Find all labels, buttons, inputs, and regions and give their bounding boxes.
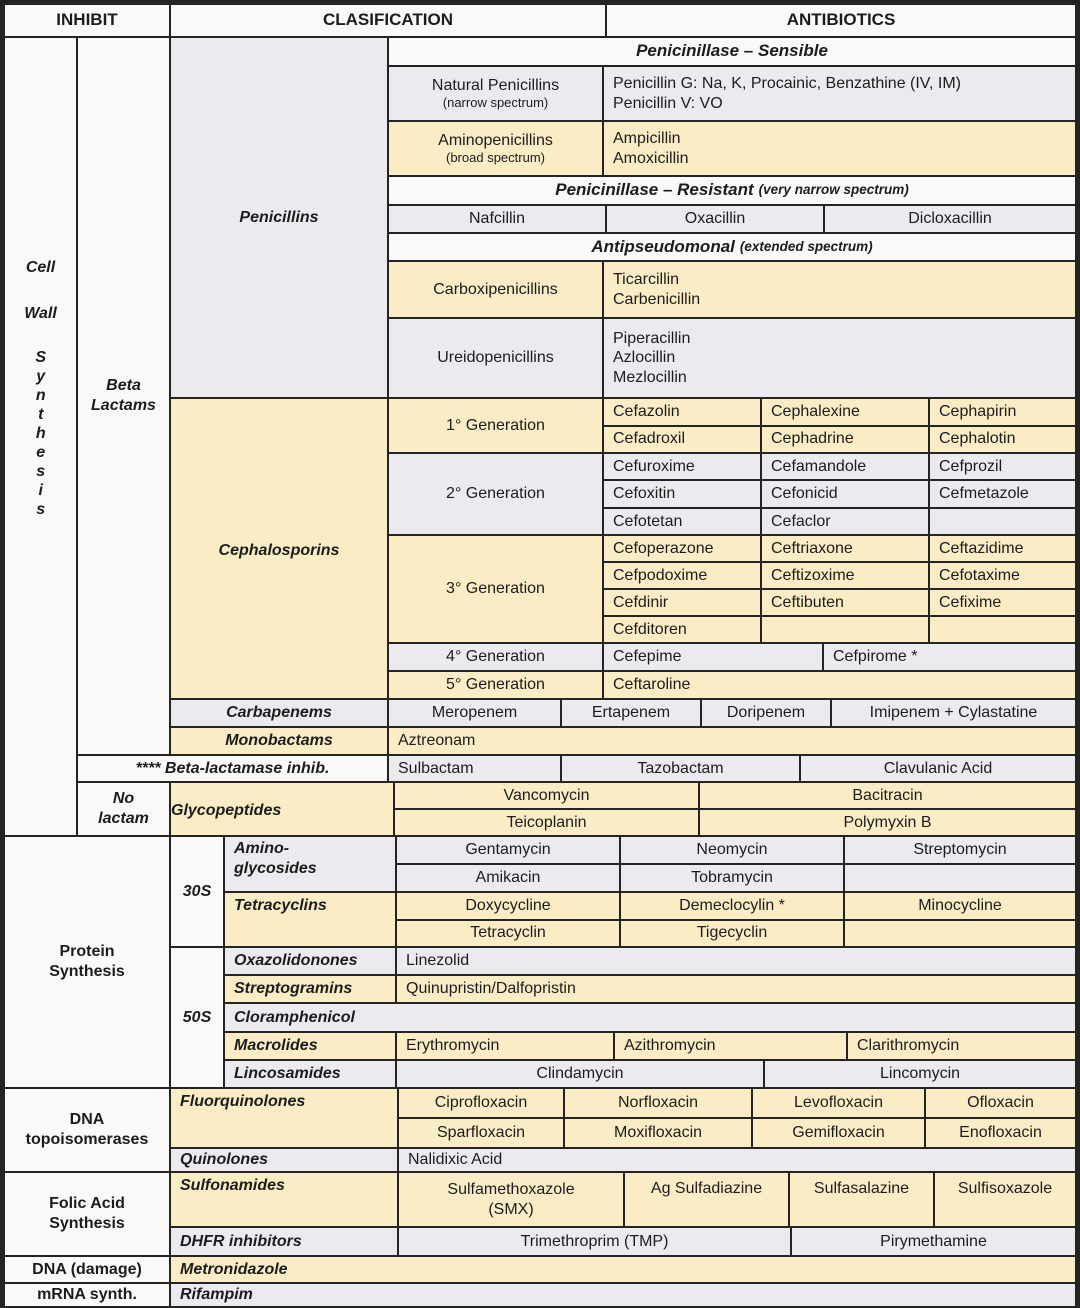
label-text: Aminopenicillins — [438, 131, 553, 149]
no-lactam-line1: No — [112, 790, 135, 808]
antibiotic-cell: Cefotetan — [604, 509, 760, 534]
lincosamides-row — [225, 1061, 1075, 1087]
antibiotic-cell: Cefditoren — [604, 617, 760, 642]
table-row — [604, 617, 1075, 642]
generation-5-row — [389, 672, 1075, 698]
ureidopenicillins-antibiotics — [604, 319, 1075, 397]
folic-line2: Synthesis — [49, 1215, 125, 1232]
antibiotic-cell: Cefepime — [604, 644, 822, 670]
antibiotic-line: Ampicillin — [613, 129, 681, 147]
antibiotic-cell: Cephalotin — [930, 427, 1075, 453]
cephalosporins-label: Cephalosporins — [171, 399, 387, 698]
table-row — [604, 481, 1075, 506]
antibiotic-cell: Teicoplanin — [395, 810, 698, 835]
natural-penicillins-label — [389, 67, 602, 120]
beta-lactams-line2: Lactams — [91, 397, 156, 414]
antibiotic-cell: Cefpirome * — [824, 644, 1075, 670]
antibiotic-cell: Tazobactam — [562, 756, 799, 781]
protein-line1: Protein — [59, 943, 115, 961]
glycopeptides-group — [78, 783, 1075, 835]
header-note: (very narrow spectrum) — [758, 182, 909, 198]
fluorquinolones-block — [171, 1089, 1075, 1147]
cell-wall-vertical-synthesis: Synthesis — [32, 349, 50, 521]
label-note: (broad spectrum) — [446, 150, 545, 166]
generation-1-rows — [604, 399, 1075, 452]
beta-lactamase-label: **** Beta-lactamase inhib. — [78, 756, 387, 781]
antibiotic-cell: Bacitracin — [700, 783, 1075, 808]
ribosome-50s-group — [171, 948, 1075, 1087]
generation-4-row — [389, 644, 1075, 670]
antibiotic-cell: Polymyxin B — [700, 810, 1075, 835]
header-penicillinase-resistant — [389, 177, 1075, 204]
table-row — [395, 783, 1075, 808]
natural-penicillins-antibiotics — [604, 67, 1075, 120]
antibiotic-cell: Cefprozil — [930, 454, 1075, 479]
generation-1-label: 1° Generation — [389, 399, 602, 452]
antibiotic-line: Ticarcillin — [613, 270, 680, 288]
streptogramins-label: Streptogramins — [225, 976, 395, 1002]
antibiotic-cell-empty — [762, 617, 928, 642]
antibiotic-cell — [399, 1173, 623, 1226]
header-penicillinase-sensible: Penicinillase – Sensible — [389, 38, 1075, 65]
antibiotic-cell: Minocycline — [845, 893, 1075, 919]
antibiotic-cell: Cefonicid — [762, 481, 928, 506]
cell-wall-content — [78, 38, 1075, 835]
folic-content — [171, 1173, 1075, 1255]
category-folic-acid — [5, 1173, 169, 1255]
aminopenicillins-antibiotics — [604, 122, 1075, 175]
header-note: (extended spectrum) — [739, 238, 873, 254]
antibiotic-cell: Gemifloxacin — [753, 1119, 924, 1147]
generation-4-label: 4° Generation — [389, 644, 602, 670]
penicillins-group — [171, 38, 1075, 397]
cell-wall-line1: Cell — [25, 259, 56, 276]
antibiotic-cell: Enofloxacin — [926, 1119, 1075, 1147]
cell-wall-line2: Wall — [24, 304, 57, 322]
folic-line1: Folic Acid — [49, 1195, 125, 1213]
generation-5-label: 5° Generation — [389, 672, 602, 698]
penicillinase-resistant-row — [389, 206, 1075, 232]
quinolones-row — [171, 1149, 1075, 1171]
table-row — [604, 399, 1075, 425]
antibiotic-cell: Ceftaroline — [604, 672, 1075, 698]
table-row — [604, 563, 1075, 588]
antibiotic-cell: Tobramycin — [621, 865, 843, 891]
cloramphenicol-row: Cloramphenicol — [225, 1004, 1075, 1031]
antibiotic-cell: Clindamycin — [397, 1061, 763, 1087]
quinolones-label: Quinolones — [171, 1149, 397, 1171]
header-inhibit: INHIBIT — [5, 5, 169, 36]
dhfr-inhibitors-row — [171, 1228, 1075, 1255]
aminoglycosides-label — [225, 837, 395, 891]
antibiotic-cell: Azithromycin — [615, 1033, 846, 1059]
ribosome-30s-label: 30S — [171, 837, 223, 946]
category-dna-topoisomerases — [5, 1089, 169, 1171]
lincosamides-label: Lincosamides — [225, 1061, 395, 1087]
table-row — [604, 590, 1075, 615]
section-mrna-synthesis — [5, 1284, 1075, 1306]
ureidopenicillins-label: Ureidopenicillins — [389, 319, 602, 397]
sulfonamides-row — [171, 1173, 1075, 1226]
antibiotic-cell: Linezolid — [397, 948, 1075, 974]
antibiotic-cell: Cefaclor — [762, 509, 928, 534]
beta-lactams-group — [78, 38, 1075, 754]
ribosome-50s-label: 50S — [171, 948, 223, 1087]
oxazolidonones-label: Oxazolidonones — [225, 948, 395, 974]
antibiotic-line: Azlocillin — [613, 349, 676, 367]
antibiotic-cell: Aztreonam — [389, 728, 1075, 754]
antibiotic-cell: Cefamandole — [762, 454, 928, 479]
category-protein-synthesis — [5, 837, 169, 1087]
antibiotic-cell: Clavulanic Acid — [801, 756, 1075, 781]
antibiotic-cell: Neomycin — [621, 837, 843, 863]
label-text: Natural Penicillins — [431, 76, 560, 94]
tetracyclins-rows — [397, 893, 1075, 946]
beta-lactamase-inhibitors-row — [78, 756, 1075, 781]
fluorquinolones-label: Fluorquinolones — [171, 1089, 397, 1147]
oxazolidonones-row — [225, 948, 1075, 974]
antibiotic-cell: Meropenem — [389, 700, 560, 726]
table-row — [399, 1089, 1075, 1117]
antibiotic-cell: Cefazolin — [604, 399, 760, 425]
antibiotic-cell: Ofloxacin — [926, 1089, 1075, 1117]
glycopeptides-label: Glycopeptides — [171, 783, 393, 835]
antibiotic-line: Mezlocillin — [613, 368, 687, 386]
macrolides-row — [225, 1033, 1075, 1059]
dna-topo-line2: topoisomerases — [25, 1131, 149, 1148]
monobactams-row — [171, 728, 1075, 754]
antibiotic-cell: Oxacillin — [607, 206, 823, 232]
dna-topo-content — [171, 1089, 1075, 1171]
cephalosporins-group — [171, 399, 1075, 698]
antibiotic-cell: Gentamycin — [397, 837, 619, 863]
antibiotic-cell: Cefdinir — [604, 590, 760, 615]
table-row — [397, 865, 1075, 891]
antibiotic-cell: Erythromycin — [397, 1033, 613, 1059]
antibiotic-cell: Trimethroprim (TMP) — [399, 1228, 790, 1255]
antibiotic-line: Piperacillin — [613, 329, 691, 347]
penicillins-content — [389, 38, 1075, 397]
natural-penicillins-row — [389, 67, 1075, 120]
carboxipenicillins-antibiotics — [604, 262, 1075, 317]
antibiotic-cell: Cefotaxime — [930, 563, 1075, 588]
antibiotic-cell-empty — [845, 921, 1075, 947]
antibiotic-cell: Ciprofloxacin — [399, 1089, 563, 1117]
antibiotic-cell: Imipenem + Cylastatine — [832, 700, 1075, 726]
antibiotic-cell: Cefuroxime — [604, 454, 760, 479]
monobactams-label: Monobactams — [171, 728, 387, 754]
category-cell-wall-synthesis — [5, 38, 76, 835]
table-row — [604, 454, 1075, 479]
table-row — [604, 509, 1075, 534]
aminopenicillins-label — [389, 122, 602, 175]
antibiotic-cell: Cefadroxil — [604, 427, 760, 453]
antibiotic-cell: Tigecyclin — [621, 921, 843, 947]
header-antipseudomonal — [389, 234, 1075, 260]
antibiotic-cell: Ceftriaxone — [762, 536, 928, 561]
section-protein-synthesis — [5, 837, 1075, 1087]
antibiotic-cell: Nalidixic Acid — [399, 1149, 1075, 1171]
antibiotic-cell: Doripenem — [702, 700, 830, 726]
antibiotic-cell: Sparfloxacin — [399, 1119, 563, 1147]
tetracyclins-label: Tetracyclins — [225, 893, 395, 946]
antibiotic-cell: Norfloxacin — [565, 1089, 751, 1117]
section-dna-damage — [5, 1257, 1075, 1282]
carboxipenicillins-label: Carboxipenicillins — [389, 262, 602, 317]
label-line2: glycosides — [234, 859, 317, 877]
label-line1: Amino- — [234, 840, 290, 857]
section-cell-wall — [5, 38, 1075, 835]
antibiotic-cell: Cephapirin — [930, 399, 1075, 425]
beta-lactams-content — [171, 38, 1075, 754]
antibiotic-line: Penicillin V: VO — [613, 94, 723, 112]
protein-line2: Synthesis — [49, 963, 125, 980]
carboxipenicillins-row — [389, 262, 1075, 317]
section-dna-topoisomerases — [5, 1089, 1075, 1171]
antibiotic-line: Amoxicillin — [613, 149, 689, 167]
antibiotic-cell: Ceftibuten — [762, 590, 928, 615]
tetracyclins-block — [225, 893, 1075, 946]
penicillins-label: Penicillins — [171, 38, 387, 397]
table-row — [604, 536, 1075, 561]
antibiotic-cell: Ertapenem — [562, 700, 700, 726]
table-row — [397, 837, 1075, 863]
antibiotic-cell: Cefoperazone — [604, 536, 760, 561]
header-clasification: CLASIFICATION — [171, 5, 605, 36]
category-mrna: mRNA synth. — [5, 1284, 169, 1306]
dhfr-label: DHFR inhibitors — [171, 1228, 397, 1255]
metronidazole-cell: Metronidazole — [171, 1257, 1075, 1282]
antibiotic-cell: Ceftizoxime — [762, 563, 928, 588]
antibiotic-cell: Ag Sulfadiazine — [625, 1173, 788, 1226]
antibiotic-cell-empty — [930, 617, 1075, 642]
header-text: Penicinillase – Resistant — [555, 180, 754, 200]
header-text: Antipseudomonal — [591, 236, 735, 256]
antibiotic-line: (SMX) — [488, 1200, 534, 1218]
generation-1-block — [389, 399, 1075, 452]
antibiotic-cell: Cefmetazole — [930, 481, 1075, 506]
antibiotic-cell-empty — [845, 865, 1075, 891]
antibiotic-cell: Sulbactam — [389, 756, 560, 781]
antibiotic-cell-empty — [930, 509, 1075, 534]
antibiotic-cell: Moxifloxacin — [565, 1119, 751, 1147]
label-note: (narrow spectrum) — [442, 95, 549, 111]
generation-2-label: 2° Generation — [389, 454, 602, 534]
macrolides-label: Macrolides — [225, 1033, 395, 1059]
no-lactam-line2: lactam — [98, 810, 149, 827]
antibiotic-cell: Cefixime — [930, 590, 1075, 615]
glycopeptides-rows — [395, 783, 1075, 835]
ribosome-30s-content — [225, 837, 1075, 946]
table-header-row — [5, 5, 1075, 36]
generation-3-label: 3° Generation — [389, 536, 602, 642]
fluorquinolones-rows — [399, 1089, 1075, 1147]
antibiotic-cell: Doxycycline — [397, 893, 619, 919]
aminopenicillins-row — [389, 122, 1075, 175]
sulfonamides-label: Sulfonamides — [171, 1173, 397, 1226]
antibiotic-cell: Tetracyclin — [397, 921, 619, 947]
generation-3-rows — [604, 536, 1075, 642]
antibiotic-cell: Nafcillin — [389, 206, 605, 232]
generation-2-rows — [604, 454, 1075, 534]
antibiotic-cell: Ceftazidime — [930, 536, 1075, 561]
protein-content — [171, 837, 1075, 1087]
category-beta-lactams — [78, 38, 169, 754]
cephalosporins-content — [389, 399, 1075, 698]
dna-topo-line1: DNA — [69, 1111, 105, 1129]
rifampim-cell: Rifampim — [171, 1284, 1075, 1306]
antibiotic-cell: Sulfasalazine — [790, 1173, 933, 1226]
antibiotic-cell: Levofloxacin — [753, 1089, 924, 1117]
antibiotic-cell: Vancomycin — [395, 783, 698, 808]
ureidopenicillins-row — [389, 319, 1075, 397]
carbapenems-row — [171, 700, 1075, 726]
table-row — [397, 893, 1075, 919]
antibiotic-cell: Cefpodoxime — [604, 563, 760, 588]
ribosome-30s-group — [171, 837, 1075, 946]
antibiotic-cell: Clarithromycin — [848, 1033, 1075, 1059]
generation-2-block — [389, 454, 1075, 534]
table-row — [395, 810, 1075, 835]
antibiotic-line: Sulfamethoxazole — [447, 1180, 575, 1198]
antibiotic-cell: Dicloxacillin — [825, 206, 1075, 232]
beta-lactams-line1: Beta — [106, 377, 141, 395]
antibiotic-cell: Cephadrine — [762, 427, 928, 453]
category-no-lactam — [78, 783, 169, 835]
antibiotic-line: Penicillin G: Na, K, Procainic, Benzathine (IV, IM) — [613, 74, 961, 92]
antibiotic-cell: Demeclocylin * — [621, 893, 843, 919]
antibiotic-cell: Pirymethamine — [792, 1228, 1075, 1255]
ribosome-50s-content — [225, 948, 1075, 1087]
carbapenems-label: Carbapenems — [171, 700, 387, 726]
category-dna-damage: DNA (damage) — [5, 1257, 169, 1282]
antibiotic-cell: Lincomycin — [765, 1061, 1075, 1087]
aminoglycosides-block — [225, 837, 1075, 891]
antibiotic-cell: Sulfisoxazole — [935, 1173, 1075, 1226]
antibiotic-cell: Quinupristin/Dalfopristin — [397, 976, 1075, 1002]
aminoglycosides-rows — [397, 837, 1075, 891]
table-row — [399, 1119, 1075, 1147]
antibiotic-cell: Cephalexine — [762, 399, 928, 425]
table-row — [604, 427, 1075, 453]
streptogramins-row — [225, 976, 1075, 1002]
section-folic-acid — [5, 1173, 1075, 1255]
generation-3-block — [389, 536, 1075, 642]
antibiotic-cell: Streptomycin — [845, 837, 1075, 863]
antibiotic-cell: Amikacin — [397, 865, 619, 891]
antibiotic-cell: Cefoxitin — [604, 481, 760, 506]
antibiotic-line: Carbenicillin — [613, 290, 701, 308]
header-antibiotics: ANTIBIOTICS — [607, 5, 1075, 36]
table-row — [397, 921, 1075, 947]
